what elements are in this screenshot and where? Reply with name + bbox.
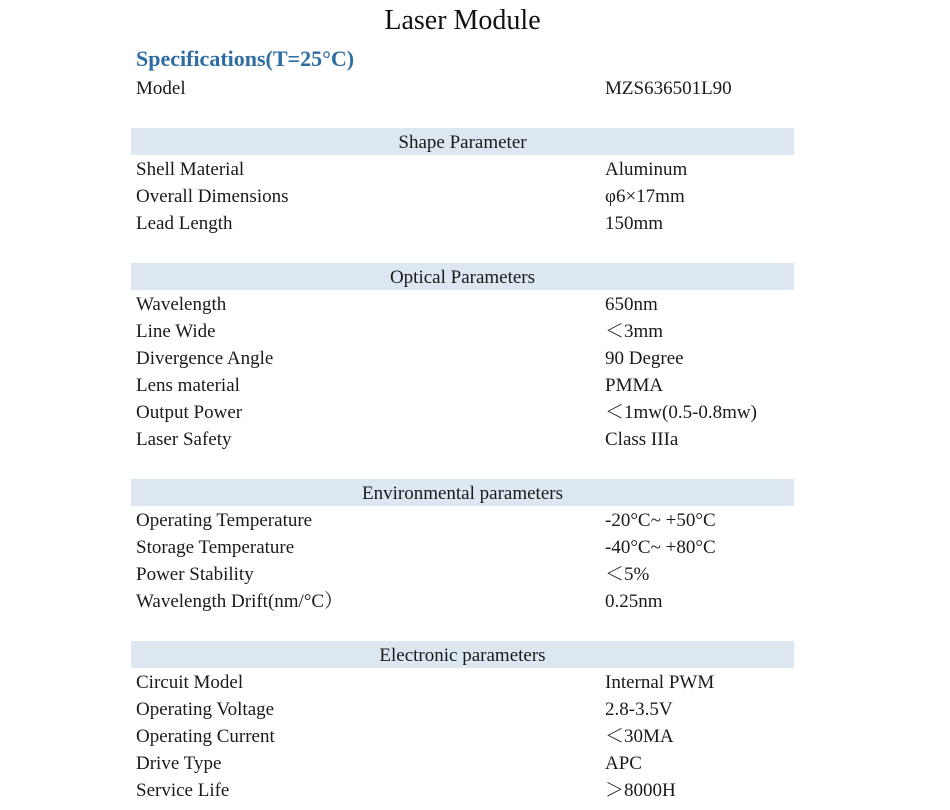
spec-row: [136, 318, 796, 345]
section-header-optical: Optical Parameters: [131, 263, 794, 290]
spec-value: 650nm: [605, 294, 658, 315]
spec-row: [136, 588, 796, 615]
spec-value: 150mm: [605, 213, 664, 234]
spec-label: Power Stability: [136, 564, 254, 585]
spec-label: Output Power: [136, 402, 243, 423]
spec-row: [136, 507, 796, 534]
spec-label: Service Life: [136, 780, 230, 801]
spec-value: APC: [605, 753, 642, 774]
spec-value: PMMA: [605, 375, 664, 396]
spec-row: [136, 777, 796, 804]
spec-row: [136, 426, 796, 453]
spec-value: Internal PWM: [605, 672, 715, 693]
spec-label: Wavelength: [136, 294, 227, 315]
spec-label: Operating Temperature: [136, 510, 313, 531]
spec-row: [136, 696, 796, 723]
spec-row: [136, 723, 796, 750]
spec-row: [136, 534, 796, 561]
spec-value: ＜30MA: [605, 726, 674, 747]
spec-value: Class IIIa: [605, 429, 679, 450]
spec-value: 0.25nm: [605, 591, 663, 612]
spec-row: [136, 372, 796, 399]
specifications-heading: Specifications(T=25°C): [136, 46, 355, 71]
spec-label: Operating Current: [136, 726, 275, 747]
spec-label: Laser Safety: [136, 429, 232, 450]
section-header-environmental: Environmental parameters: [131, 479, 794, 506]
spec-row: [136, 183, 796, 210]
section-header-shape: Shape Parameter: [131, 128, 794, 155]
spec-value: -40°C~ +80°C: [605, 537, 716, 558]
spec-label: Drive Type: [136, 753, 222, 774]
spec-row: [136, 561, 796, 588]
spec-row: [136, 156, 796, 183]
spec-label: Circuit Model: [136, 672, 244, 693]
spec-label: Operating Voltage: [136, 699, 275, 720]
spec-value: ＞8000H: [605, 780, 676, 801]
spec-label: Shell Material: [136, 159, 245, 180]
spec-label: Divergence Angle: [136, 348, 274, 369]
spec-row: [136, 345, 796, 372]
model-value: MZS636501L90: [605, 78, 732, 99]
spec-value: ＜5%: [605, 564, 650, 585]
section-header-electronic: Electronic parameters: [131, 641, 794, 668]
spec-value: 2.8-3.5V: [605, 699, 673, 720]
spec-label: Line Wide: [136, 321, 216, 342]
spec-label: Storage Temperature: [136, 537, 295, 558]
spec-row: [136, 750, 796, 777]
spec-row: [136, 210, 796, 237]
spec-label: Lead Length: [136, 213, 233, 234]
page-title: Laser Module: [384, 5, 541, 36]
spec-value: ＜1mw(0.5-0.8mw): [605, 402, 757, 423]
spec-row: [136, 399, 796, 426]
model-row: [136, 75, 796, 102]
spec-value: 90 Degree: [605, 348, 684, 369]
spec-value: ＜3mm: [605, 321, 664, 342]
spec-value: φ6×17mm: [605, 186, 685, 207]
spec-value: -20°C~ +50°C: [605, 510, 716, 531]
spec-label: Lens material: [136, 375, 240, 396]
spec-value: Aluminum: [605, 159, 688, 180]
model-label: Model: [136, 78, 186, 99]
spec-label: Wavelength Drift(nm/°C）: [136, 591, 344, 612]
spec-label: Overall Dimensions: [136, 186, 289, 207]
spec-row: [136, 291, 796, 318]
spec-row: [136, 669, 796, 696]
